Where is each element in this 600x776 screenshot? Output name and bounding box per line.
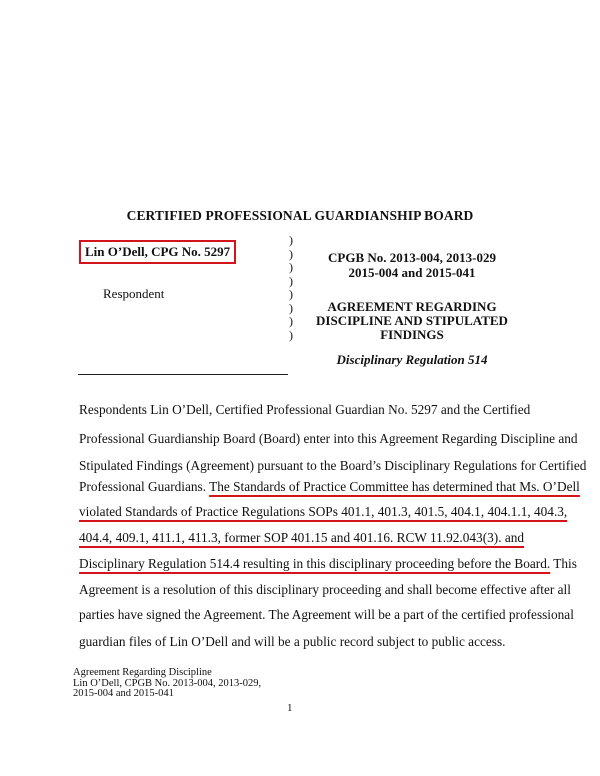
paren: )	[289, 233, 293, 247]
paren: )	[289, 260, 293, 274]
agreement-title-line: DISCIPLINE AND STIPULATED	[316, 313, 508, 328]
case-number	[320, 250, 504, 280]
highlighted-text: violated Standards of Practice Regulations SOPs 401.1, 401.3, 401.5, 404.1, 404.1.1, 404.3,	[79, 504, 568, 519]
body-text: Professional Guardians.	[79, 479, 210, 494]
case-number-line: 2015-004 and 2015-041	[348, 265, 476, 280]
caption-divider	[78, 374, 288, 375]
agreement-title-line: FINDINGS	[380, 327, 444, 342]
paren: )	[289, 327, 293, 342]
body-line: parties have signed the Agreement. The Agreement will be a part of the certified professional	[79, 607, 574, 622]
body-line	[79, 479, 580, 495]
footer-line: Lin O’Dell, CPGB No. 2013-004, 2013-029,	[73, 677, 262, 689]
body-text: This	[550, 556, 577, 571]
body-line: Stipulated Findings (Agreement) pursuant to the Board’s Disciplinary Regulations for Certified	[79, 458, 587, 473]
highlighted-text: Disciplinary Regulation 514.4 resulting in this disciplinary proceeding before the Board.	[79, 556, 551, 571]
paren: )	[289, 314, 293, 328]
body-line: Professional Guardianship Board (Board) enter into this Agreement Regarding Discipline and	[79, 431, 578, 446]
paren: )	[289, 300, 293, 315]
respondent-name-box: Lin O’Dell, CPG No. 5297	[79, 240, 236, 264]
paren: )	[289, 273, 293, 288]
body-line	[79, 530, 524, 546]
agreement-title	[314, 300, 510, 342]
highlighted-text: The Standards of Practice Committee has determined that Ms. O’Dell	[209, 479, 580, 494]
page-number: 1	[287, 702, 293, 714]
body-line: Respondents Lin O’Dell, Certified Professional Guardian No. 5297 and the Certified	[79, 402, 531, 417]
regulation-title: Disciplinary Regulation 514	[336, 352, 488, 367]
board-title: CERTIFIED PROFESSIONAL GUARDIANSHIP BOARD	[126, 208, 474, 223]
paren: )	[289, 287, 293, 301]
paren: )	[289, 246, 293, 261]
footer-line: Agreement Regarding Discipline	[73, 667, 212, 678]
respondent-label: Respondent	[103, 286, 165, 301]
document-footer	[73, 668, 261, 700]
body-line: guardian files of Lin O’Dell and will be a public record subject to public access.	[79, 634, 506, 649]
case-number-line: CPGB No. 2013-004, 2013-029	[328, 250, 496, 265]
body-line: Agreement is a resolution of this disciplinary proceeding and shall become effective after all	[79, 582, 571, 597]
body-line	[79, 504, 567, 520]
body-line	[79, 556, 577, 572]
agreement-title-line: AGREEMENT REGARDING	[327, 299, 497, 314]
footer-line: 2015-004 and 2015-041	[73, 688, 174, 699]
highlighted-text: 404.4, 409.1, 411.1, 411.3, former SOP 401.15 and 401.16. RCW 11.92.043(3). and	[79, 530, 525, 545]
caption-parentheses	[289, 234, 293, 342]
